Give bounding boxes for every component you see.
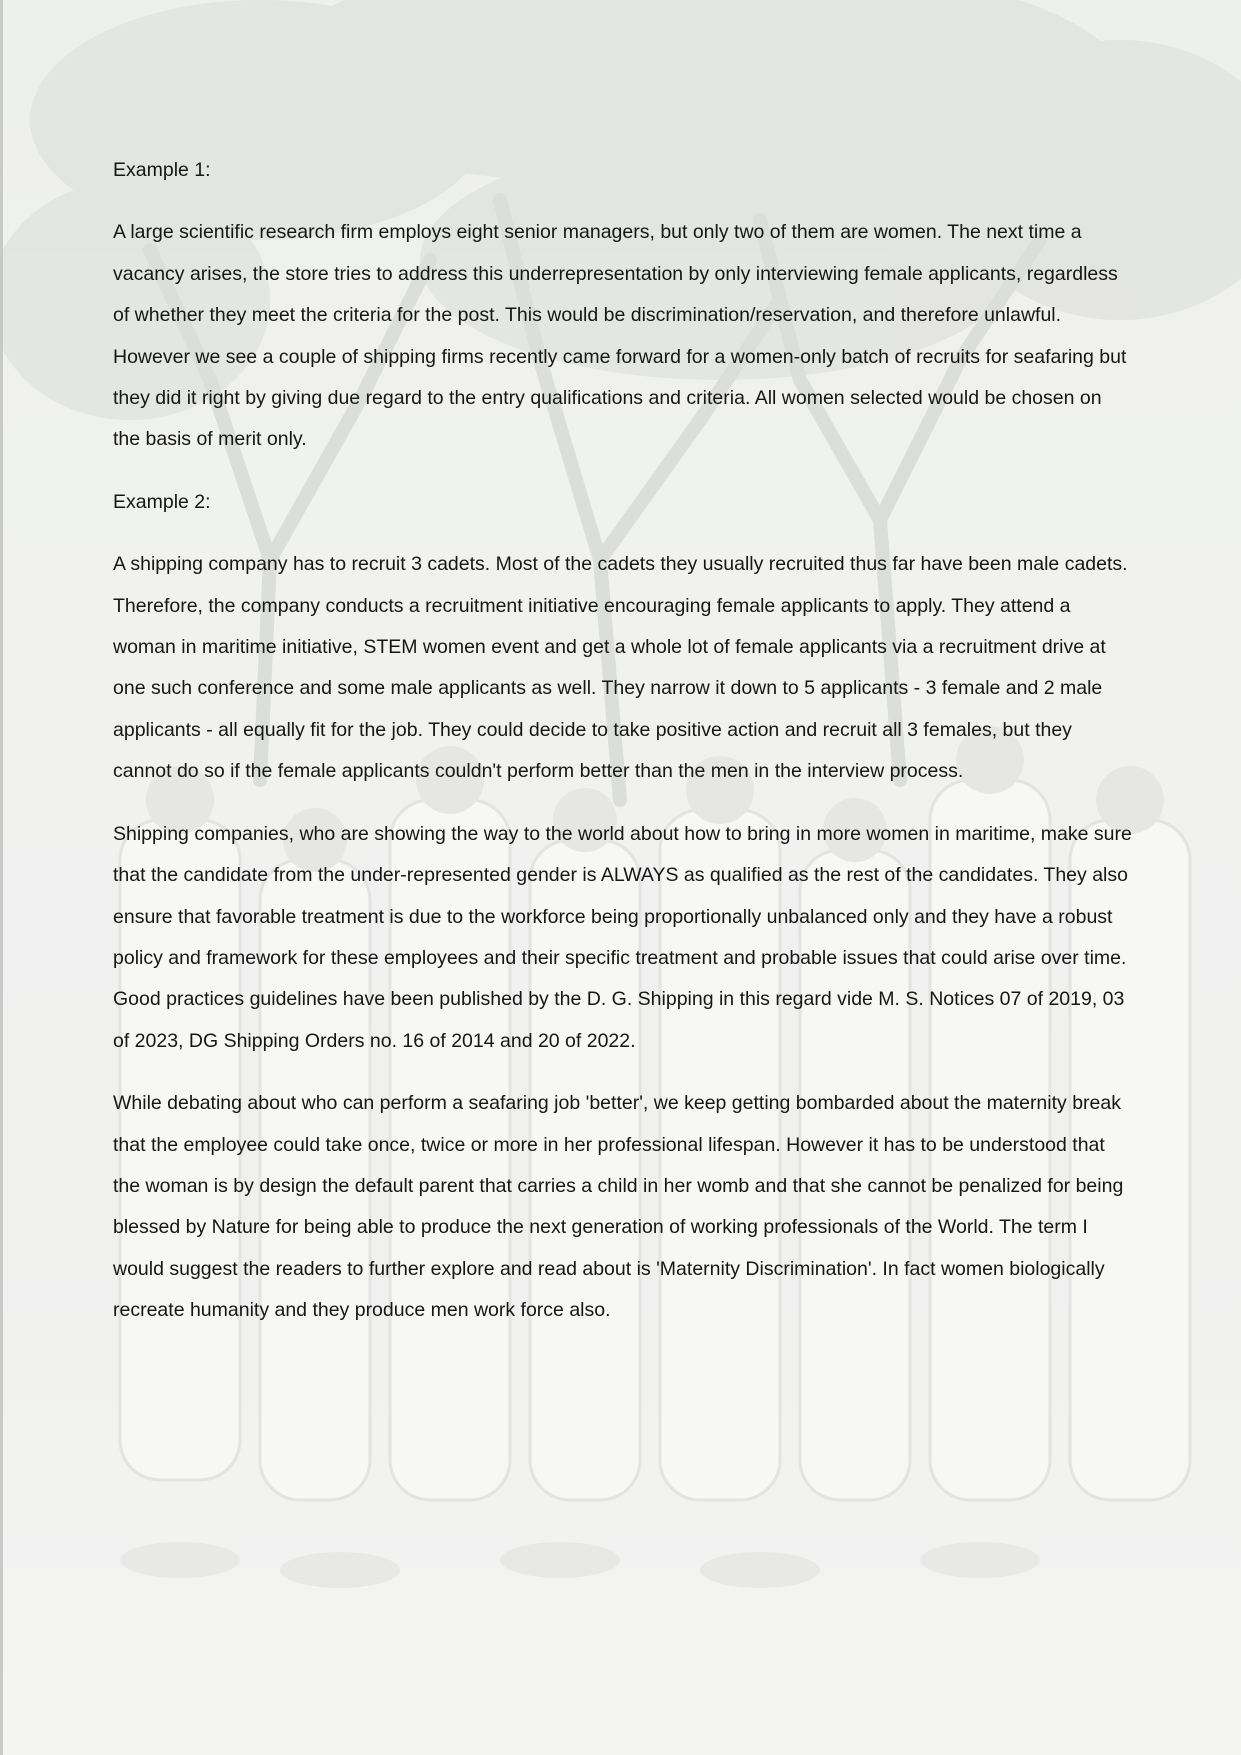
example-1-paragraph: A large scientific research firm employs eight senior managers, but only two of them are women. The next time a vacancy arises, the store tries to address this underrepresentation by only interviewing female applicants, regardless of whether they meet the criteria for the post. This would be discrimination/reservation, and therefore unlawful. However we see a couple of shipping firms recently came forward for a women-only batch of recruits for seafaring but they did it right by giving due regard to the entry qualifications and criteria. All women selected would be chosen on the basis of merit only. <box>113 221 1127 451</box>
shipping-companies-paragraph: Shipping companies, who are showing the way to the world about how to bring in more women in maritime, make sure that the candidate from the under-represented gender is ALWAYS as qualified as the rest of the candidates. They also ensure that favorable treatment is due to the workforce being proportionally unbalanced only and they have a robust policy and framework for these employees and their specific treatment and probable issues that could arise over time. Good practices guidelines have been published by the D. G. Shipping in this regard vide M. S. Notices 07 of 2019, 03 of 2023, DG Shipping Orders no. 16 of 2014 and 20 of 2022. <box>113 822 1132 1052</box>
page-left-border <box>0 0 3 1755</box>
example-2-paragraph: A shipping company has to recruit 3 cadets. Most of the cadets they usually recruited thus far have been male cadets. Therefore, the company conducts a recruitment initiative encouraging female applicants to apply. They attend a woman in maritime initiative, STEM women event and get a whole lot of female applicants via a recruitment drive at one such conference and some male applicants as well. They narrow it down to 5 applicants - 3 female and 2 male applicants - all equally fit for the job. They could decide to take positive action and recruit all 3 females, but they cannot do so if the female applicants couldn't perform better than the men in the interview process. <box>113 553 1128 783</box>
article-body <box>113 150 1133 1353</box>
example-2-heading: Example 2: <box>113 490 211 513</box>
maternity-paragraph: While debating about who can perform a seafaring job 'better', we keep getting bombarded about the maternity break that the employee could take once, twice or more in her professional lifespan. However it has to be understood that the woman is by design the default parent that carries a child in her womb and that she cannot be penalized for being blessed by Nature for being able to produce the next generation of working professionals of the World. The term I would suggest the readers to further explore and read about is 'Maternity Discrimination'. In fact women biologically recreate humanity and they produce men work force also. <box>113 1092 1124 1322</box>
example-1-heading: Example 1: <box>113 159 211 181</box>
